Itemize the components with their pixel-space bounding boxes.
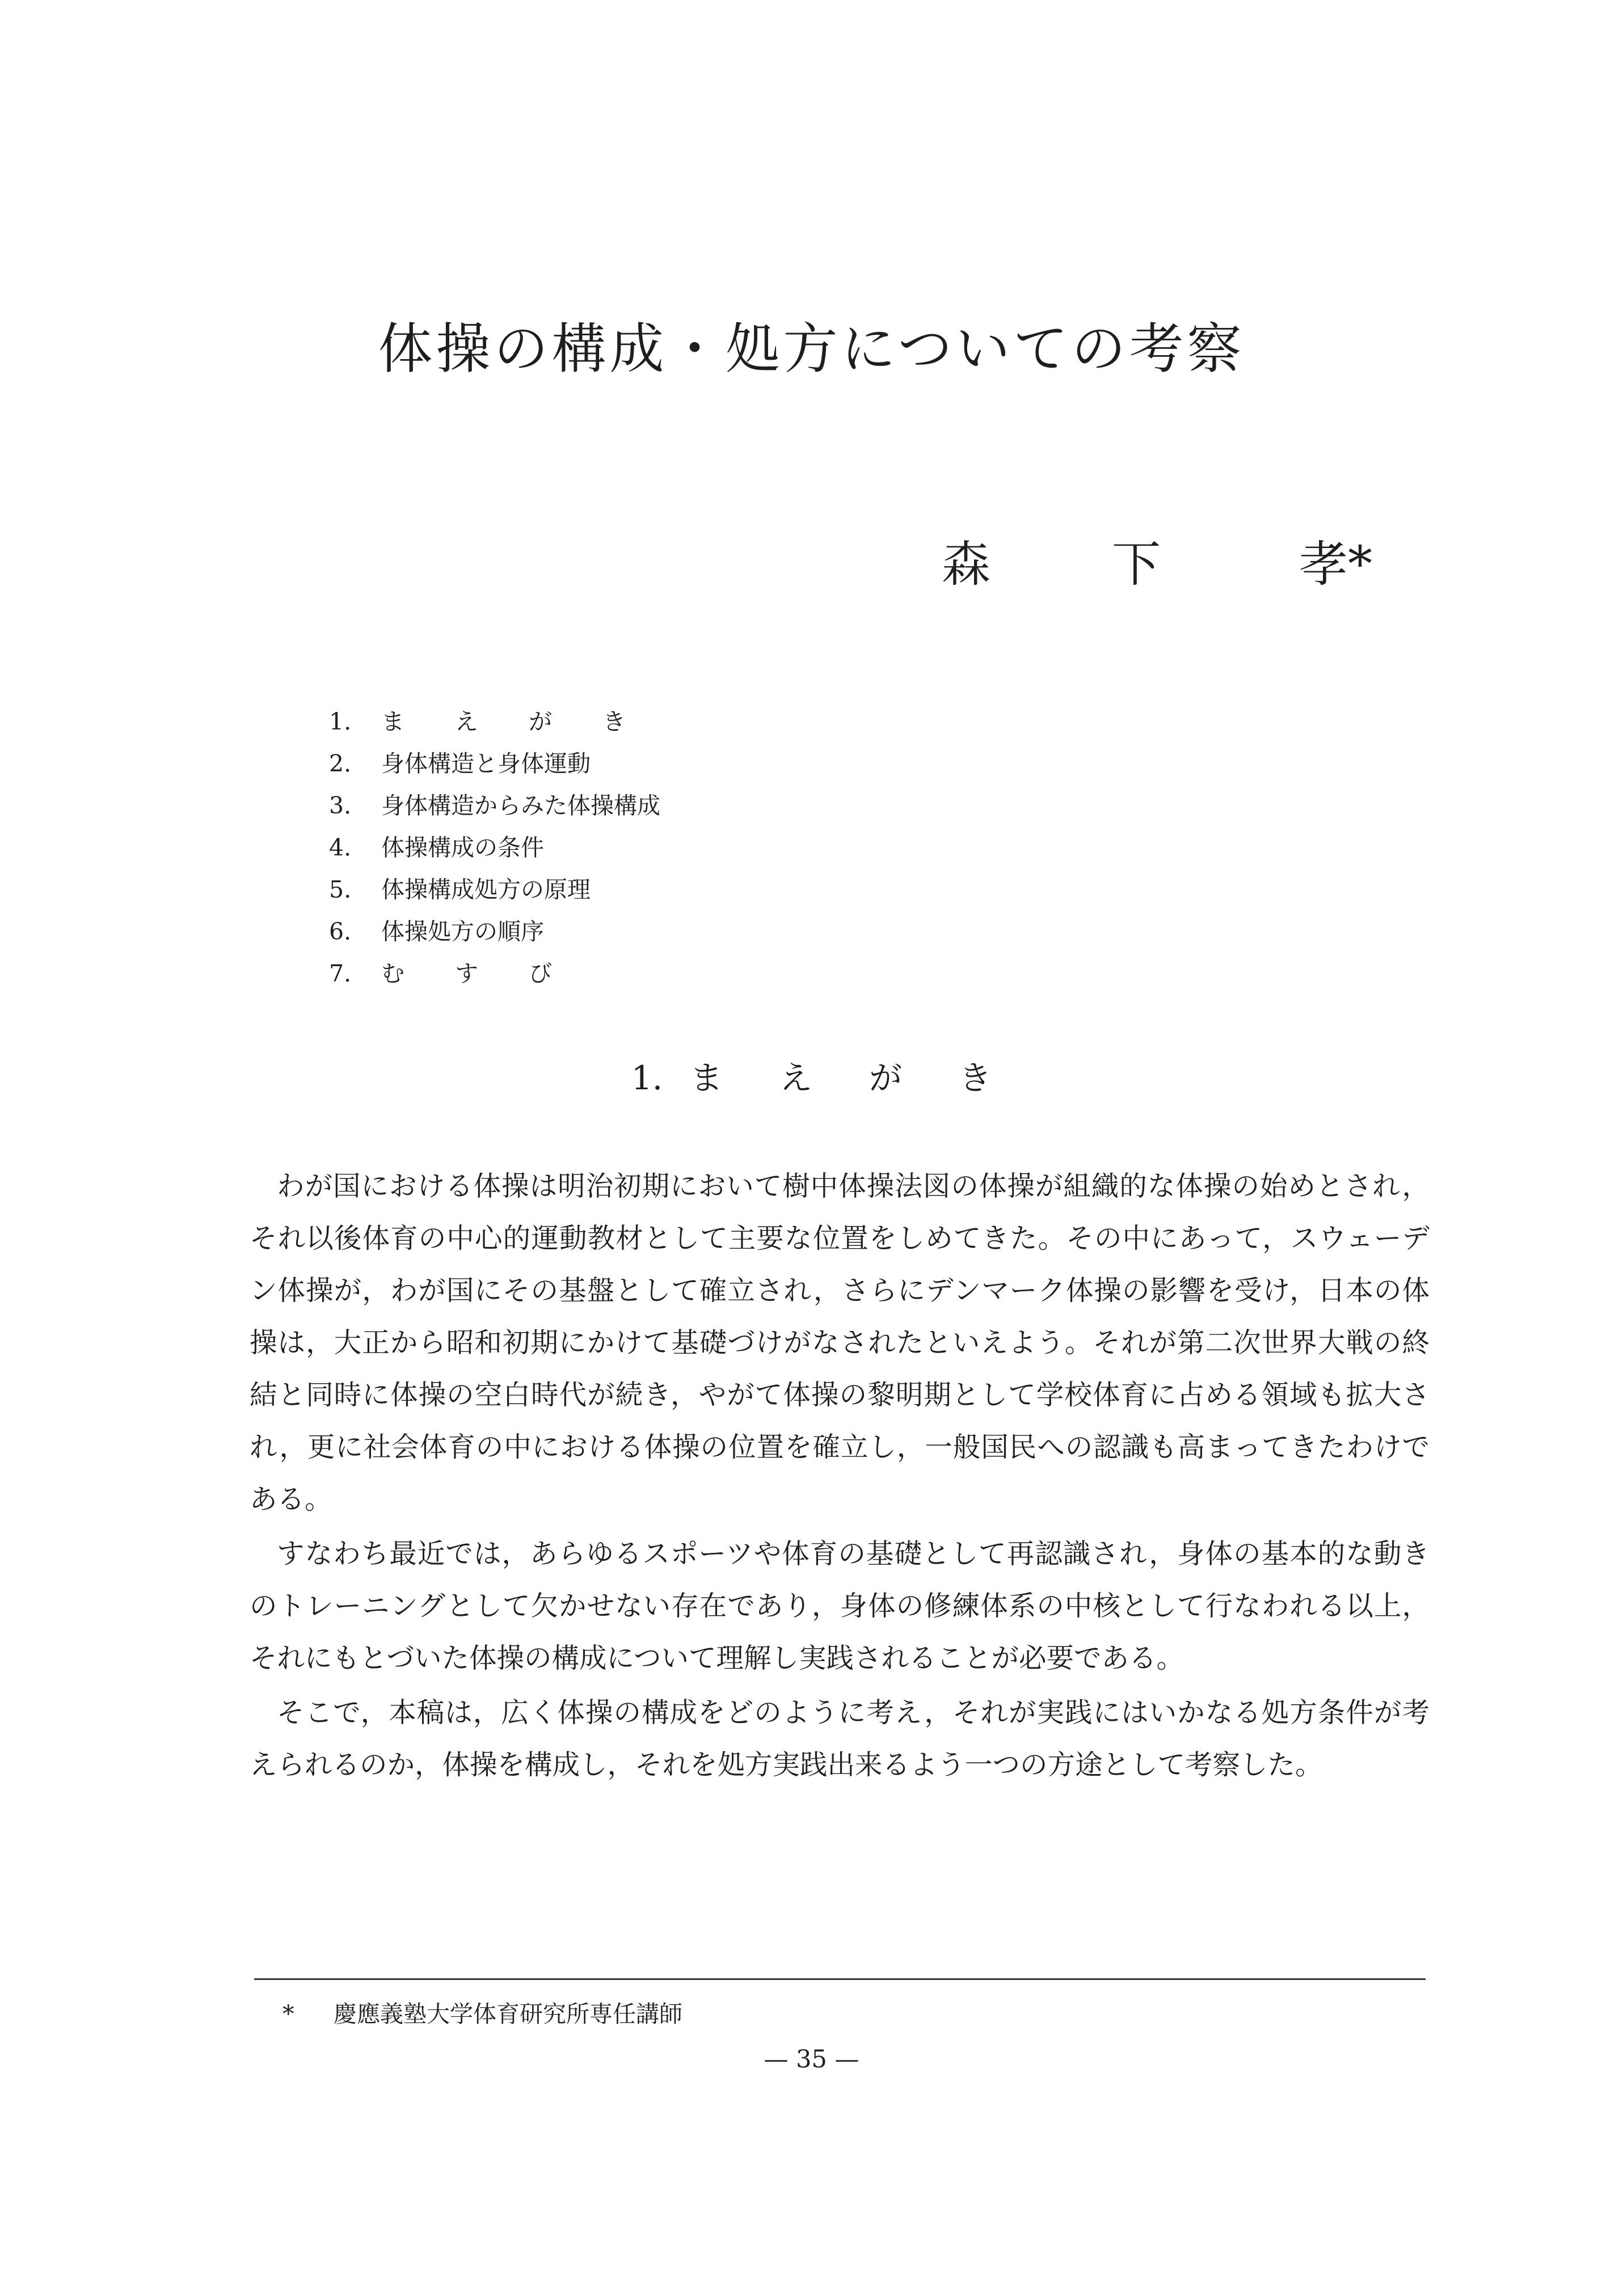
body-paragraph: そこで，本稿は，広く体操の構成をどのように考え，それが実践にはいかなる処方条件が考えられるのか，体操を構成し，それを処方実践出来るよう一つの方途として考察した。 bbox=[250, 1697, 1430, 1781]
footnote-mark: * bbox=[283, 2000, 294, 2028]
body-paragraph: すなわち最近では，あらゆるスポーツや体育の基礎として再認識され，身体の基本的な動きのトレーニングとして欠かせない存在であり，身体の修練体系の中核として行なわれる以上，それにもとづいた体操の構成について理解し実践されることが必要である。 bbox=[250, 1538, 1430, 1674]
toc-item bbox=[329, 911, 660, 953]
toc-item-number: 6. bbox=[329, 918, 352, 945]
toc-item bbox=[329, 869, 660, 911]
toc-item bbox=[329, 827, 660, 869]
toc-item bbox=[329, 701, 660, 743]
toc-item-number: 2. bbox=[329, 750, 352, 777]
toc-item-number: 4. bbox=[329, 834, 352, 861]
toc-item-label: 体操構成処方の原理 bbox=[381, 876, 591, 903]
toc-item-label: 身体構造からみた体操構成 bbox=[381, 792, 660, 819]
author-name bbox=[942, 533, 1401, 596]
author-given-name: 孝* bbox=[1299, 536, 1372, 593]
section-body bbox=[250, 1160, 1430, 1793]
toc-item-number: 7. bbox=[329, 960, 352, 987]
toc-item-label: 身体構造と身体運動 bbox=[381, 750, 591, 777]
toc-item-label: ま え が き bbox=[381, 708, 648, 735]
footnote-divider bbox=[254, 1978, 1426, 1980]
toc-item-number: 3. bbox=[329, 792, 352, 819]
paper-title: 体操の構成・処方についての考察 bbox=[378, 317, 1245, 381]
toc-item bbox=[329, 743, 660, 785]
toc-item-label: む す び bbox=[381, 960, 574, 987]
table-of-contents bbox=[329, 701, 660, 995]
section-title: まえがき bbox=[690, 1059, 1049, 1097]
section-number: 1. bbox=[631, 1059, 663, 1097]
page-number: — 35 — bbox=[764, 2045, 859, 2074]
body-paragraph: わが国における体操は明治初期において樹中体操法図の体操が組織的な体操の始めとされ，それ以後体育の中心的運動教材として主要な位置をしめてきた。その中にあって，スウェーデン体操が，わが国にその基盤として確立され，さらにデンマーク体操の影響を受け，日本の体操は，大正から昭和初期にかけて基礎づけがなされたといえよう。それが第二次世界大戦の終結と同時に体操の空白時代が続き，やがて体操の黎明期として学校体育に占める領域も拡大され，更に社会体育の中における体操の位置を確立し，一般国民への認識も高まってきたわけである。 bbox=[250, 1170, 1430, 1515]
author-family-name-2: 下 bbox=[1112, 536, 1161, 593]
toc-item-number: 1. bbox=[329, 708, 352, 735]
toc-item-number: 5. bbox=[329, 876, 352, 903]
toc-item bbox=[329, 953, 660, 995]
section-heading bbox=[0, 1055, 1623, 1101]
footnote-text: 慶應義塾大学体育研究所専任講師 bbox=[334, 2000, 682, 2028]
toc-item bbox=[329, 785, 660, 827]
footnote bbox=[283, 1997, 682, 2031]
toc-item-label: 体操処方の順序 bbox=[381, 918, 544, 945]
author-family-name-1: 森 bbox=[942, 536, 990, 593]
toc-item-label: 体操構成の条件 bbox=[381, 834, 544, 861]
